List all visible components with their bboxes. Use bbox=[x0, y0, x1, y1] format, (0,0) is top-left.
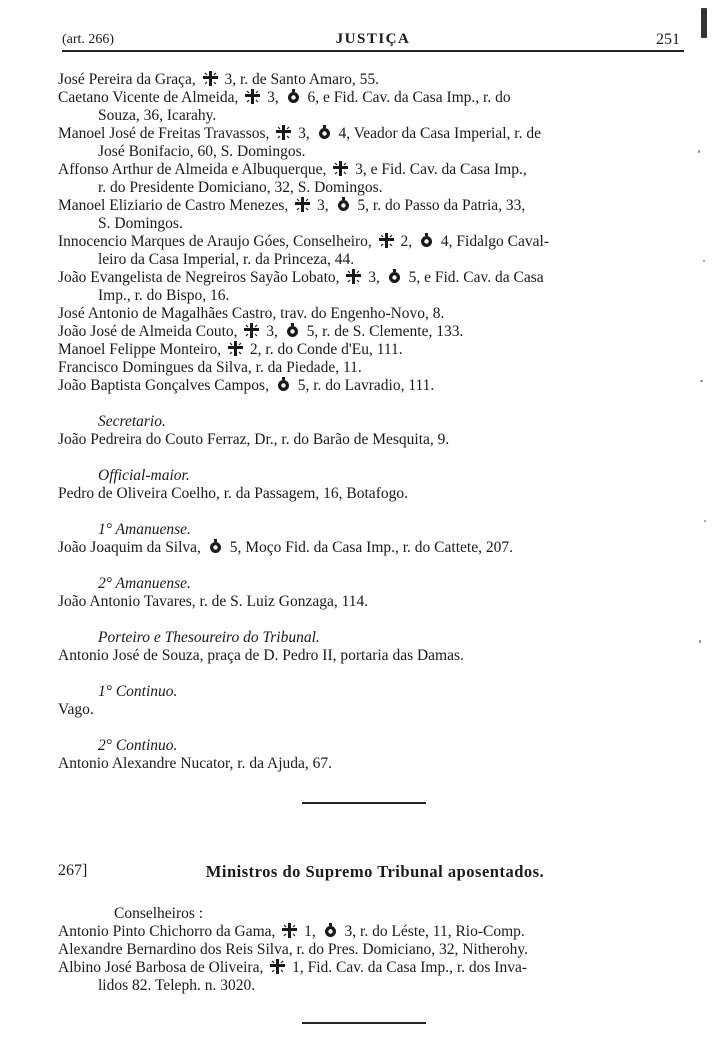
retired-entries bbox=[58, 923, 692, 995]
entry-text: João Baptista Gonçalves Campos, bbox=[58, 377, 273, 394]
entry-text: Antonio José de Souza, praça de D. Pedro II, portaria das Damas. bbox=[58, 647, 464, 664]
running-header bbox=[62, 30, 684, 52]
entry-text: 5, e Fid. Cav. da Casa bbox=[404, 269, 544, 286]
entry-text: João Evangelista de Negreiros Sayão Lobato, bbox=[58, 269, 344, 286]
order-rose-icon bbox=[387, 269, 402, 284]
list-item bbox=[58, 923, 692, 941]
entry-text: Francisco Domingues da Silva, r. da Piedade, 11. bbox=[58, 359, 362, 376]
order-cross-icon bbox=[379, 233, 394, 248]
list-item bbox=[58, 125, 692, 161]
chapter-title: JUSTIÇA bbox=[335, 31, 411, 47]
entry-text: 3, e Fid. Cav. da Casa Imp., bbox=[351, 161, 527, 178]
order-rose-icon bbox=[323, 923, 338, 938]
page-number: 251 bbox=[656, 31, 680, 48]
entry-text: 3, bbox=[262, 323, 282, 340]
section-number: 267] bbox=[58, 862, 88, 879]
list-item bbox=[58, 323, 692, 341]
entry-text: Caetano Vicente de Almeida, bbox=[58, 89, 243, 106]
order-cross-icon bbox=[282, 923, 297, 938]
section-title: Ministros do Supremo Tribunal aposentados. bbox=[205, 862, 545, 881]
order-rose-icon bbox=[419, 233, 434, 248]
entry-continuation: leiro da Casa Imperial, r. da Princeza, 44. bbox=[98, 251, 355, 268]
list-item bbox=[58, 941, 692, 959]
post-holder bbox=[58, 485, 692, 503]
order-cross-icon bbox=[228, 341, 243, 356]
order-cross-icon bbox=[203, 71, 218, 86]
entry-text: Innocencio Marques de Araujo Góes, Conselheiro, bbox=[58, 233, 376, 250]
order-cross-icon bbox=[244, 323, 259, 338]
entry-text: Antonio Alexandre Nucator, r. da Ajuda, 67. bbox=[58, 755, 333, 772]
entry-text: 5, Moço Fid. da Casa Imp., r. do Cattete, 207. bbox=[225, 539, 513, 556]
list-item bbox=[58, 269, 692, 305]
order-rose-icon bbox=[317, 125, 332, 140]
entry-text: 1, bbox=[300, 923, 320, 940]
entry-text: João José de Almeida Couto, bbox=[58, 323, 242, 340]
order-cross-icon bbox=[276, 125, 291, 140]
entry-continuation: lidos 82. Teleph. n. 3020. bbox=[98, 977, 256, 994]
subheading: Conselheiros : bbox=[114, 905, 204, 922]
order-rose-icon bbox=[276, 377, 291, 392]
post-title: 1° Continuo. bbox=[98, 683, 178, 700]
order-cross-icon bbox=[270, 959, 285, 974]
entry-text: Antonio Pinto Chichorro da Gama, bbox=[58, 923, 280, 940]
list-item bbox=[58, 233, 692, 269]
list-item bbox=[58, 959, 692, 995]
entry-text: Alexandre Bernardino dos Reis Silva, r. do Pres. Domiciano, 32, Nitherohy. bbox=[58, 941, 528, 958]
order-cross-icon bbox=[245, 89, 260, 104]
list-item bbox=[58, 359, 692, 377]
entry-continuation: Imp., r. do Bispo, 16. bbox=[98, 287, 230, 304]
entry-text: 5, r. de S. Clemente, 133. bbox=[302, 323, 464, 340]
scan-speck bbox=[700, 380, 703, 382]
entry-continuation: Souza, 36, Icarahy. bbox=[98, 107, 217, 124]
entry-text: Vago. bbox=[58, 701, 94, 718]
entry-text: 5, r. do Passo da Patria, 33, bbox=[353, 197, 526, 214]
post-title: 2° Continuo. bbox=[98, 737, 178, 754]
entry-text: Manoel Eliziario de Castro Menezes, bbox=[58, 197, 293, 214]
entry-text: João Pedreira do Couto Ferraz, Dr., r. do Barão de Mesquita, 9. bbox=[58, 431, 450, 448]
retired-ministers-list bbox=[58, 905, 692, 995]
list-item bbox=[58, 161, 692, 197]
entry-text: 1, Fid. Cav. da Casa Imp., r. dos Inva- bbox=[288, 959, 528, 976]
entry-text: Pedro de Oliveira Coelho, r. da Passagem, 16, Botafogo. bbox=[58, 485, 408, 502]
entry-continuation: José Bonifacio, 60, S. Domingos. bbox=[98, 143, 306, 160]
entry-text: José Antonio de Magalhães Castro, trav. do Engenho-Novo, 8. bbox=[58, 305, 445, 322]
section-divider bbox=[302, 802, 426, 804]
post-holder bbox=[58, 647, 692, 665]
entry-text: 3, r. de Santo Amaro, 55. bbox=[220, 71, 380, 88]
scan-speck bbox=[699, 640, 701, 643]
entry-text: João Joaquim da Silva, bbox=[58, 539, 205, 556]
main-listing bbox=[58, 71, 692, 773]
entry-text: Manoel José de Freitas Travassos, bbox=[58, 125, 274, 142]
order-rose-icon bbox=[285, 323, 300, 338]
scan-speck bbox=[698, 150, 700, 153]
entry-text: 2, bbox=[396, 233, 417, 250]
entry-text: 3, bbox=[313, 197, 333, 214]
post-holder bbox=[58, 755, 692, 773]
entry-text: 2, r. do Conde d'Eu, 111. bbox=[246, 341, 403, 358]
order-rose-icon bbox=[286, 89, 301, 104]
post-holder bbox=[58, 431, 692, 449]
entry-text: Albino José Barbosa de Oliveira, bbox=[58, 959, 268, 976]
list-item bbox=[58, 71, 692, 89]
scan-speck bbox=[703, 260, 705, 262]
post-title: 2° Amanuense. bbox=[98, 575, 191, 592]
entry-continuation: r. do Presidente Domiciano, 32, S. Domingos. bbox=[98, 179, 383, 196]
entry-continuation: S. Domingos. bbox=[98, 215, 183, 232]
post-holder bbox=[58, 701, 692, 719]
order-rose-icon bbox=[336, 197, 351, 212]
entry-text: 3, bbox=[364, 269, 384, 286]
end-divider bbox=[302, 1022, 426, 1024]
scan-speck bbox=[704, 520, 706, 522]
entry-text: 3, r. do Léste, 11, Rio-Comp. bbox=[340, 923, 525, 940]
order-rose-icon bbox=[208, 539, 223, 554]
entry-text: 6, e Fid. Cav. da Casa Imp., r. do bbox=[303, 89, 511, 106]
order-cross-icon bbox=[333, 161, 348, 176]
list-item bbox=[58, 89, 692, 125]
entry-text: Affonso Arthur de Almeida e Albuquerque, bbox=[58, 161, 331, 178]
entry-text: 4, Fidalgo Caval- bbox=[437, 233, 549, 250]
entry-text: José Pereira da Graça, bbox=[58, 71, 200, 88]
entry-text: João Antonio Tavares, r. de S. Luiz Gonzaga, 114. bbox=[58, 593, 369, 610]
post-title: Secretario. bbox=[98, 413, 166, 430]
list-item bbox=[58, 377, 692, 395]
list-item bbox=[58, 341, 692, 359]
tribunal-members-list bbox=[58, 71, 692, 395]
article-reference: (art. 266) bbox=[62, 32, 115, 47]
entry-text: 5, r. do Lavradio, 111. bbox=[293, 377, 435, 394]
tribunal-staff-list bbox=[58, 395, 692, 773]
post-holder bbox=[58, 593, 692, 611]
order-cross-icon bbox=[346, 269, 361, 284]
post-title: Official-maior. bbox=[98, 467, 190, 484]
order-cross-icon bbox=[295, 197, 310, 212]
post-title: 1° Amanuense. bbox=[98, 521, 191, 538]
entry-text: 4, Veador da Casa Imperial, r. de bbox=[334, 125, 541, 142]
list-item bbox=[58, 305, 692, 323]
scan-mark bbox=[701, 8, 707, 38]
entry-text: 3, bbox=[263, 89, 283, 106]
entry-text: 3, bbox=[294, 125, 314, 142]
post-title: Porteiro e Thesoureiro do Tribunal. bbox=[98, 629, 320, 646]
entry-text: Manoel Felippe Monteiro, bbox=[58, 341, 226, 358]
post-holder bbox=[58, 539, 692, 557]
list-item bbox=[58, 197, 692, 233]
